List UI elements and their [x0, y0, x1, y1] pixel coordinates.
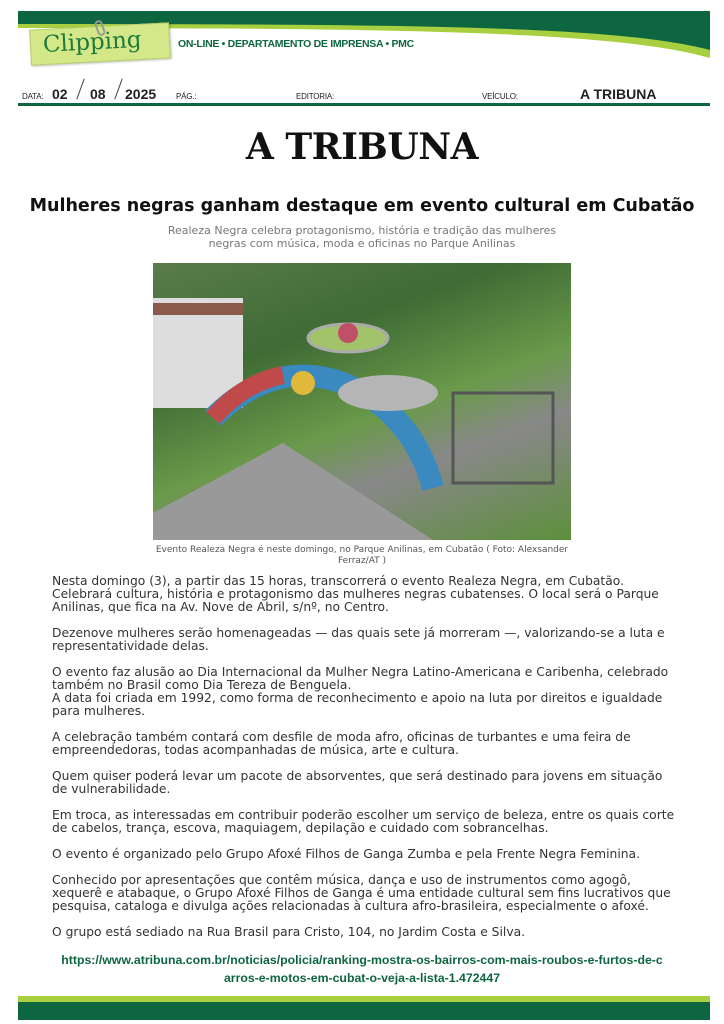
paragraph: A celebração também contará com desfile de moda afro, oficinas de turbantes e uma feira de empreendedoras, todas acompanhadas de música, arte e cultura. — [52, 730, 631, 757]
department-label: ON-LINE • DEPARTAMENTO DE IMPRENSA • PMC — [178, 38, 414, 50]
paragraph: Dezenove mulheres serão homenageadas — das quais sete já morreram —, valorizando-se a luta e representatividade delas. — [52, 626, 665, 653]
date-year: 2025 — [125, 86, 157, 102]
clipping-logo: Clipping — [29, 22, 171, 65]
article-body — [52, 575, 678, 952]
photo-caption: Evento Realeza Negra é neste domingo, no Parque Anilinas, em Cubatão ( Foto: Alexsander Ferraz/AT ) — [155, 545, 569, 566]
paragraph: O grupo está sediado na Rua Brasil para Cristo, 104, no Jardim Costa e Silva. — [52, 925, 526, 939]
footer-bar-dark — [18, 1002, 710, 1020]
paragraph: O evento é organizado pelo Grupo Afoxé Filhos de Ganga Zumba e pela Frente Negra Feminina. — [52, 847, 640, 861]
divider — [76, 78, 84, 99]
page-label: PÁG.: — [176, 92, 197, 101]
date-month: 08 — [90, 86, 106, 102]
paragraph: A data foi criada em 1992, como forma de reconhecimento e apoio na luta por direitos e igualdade para mulheres. — [52, 691, 663, 718]
source-link[interactable]: https://www.atribuna.com.br/noticias/policia/ranking-mostra-os-bairros-com-mais-roubos-e-furtos-de-carros-e-motos-em-cubat-o-veja-a-lista-1.472447 — [61, 953, 663, 985]
paragraph: Quem quiser poderá levar um pacote de absorventes, que será destinado para jovens em situação de vulnerabilidade. — [52, 769, 663, 796]
divider — [114, 78, 122, 99]
veiculo-label: VEÍCULO: — [482, 92, 518, 101]
paragraph: Nesta domingo (3), a partir das 15 horas, transcorrerá o evento Realeza Negra, em Cubatão. Celebrará cultura, história e protagonismo das mulheres negras cubatenses. O local será o Parque Anilinas, que fica na Av. Nove de Abril, s/nº, no Centro. — [52, 574, 659, 614]
paragraph: Conhecido por apresentações que contêm música, dança e uso de instrumentos como agogô, xequerê e atabaque, o Grupo Afoxé Filhos de Ganga é uma entidade cultural sem fins lucrativos que pesquisa, cataloga e divulga ações relacionadas à cultura afro-brasileira, especialmente o afoxé. — [52, 873, 671, 913]
date-label: DATA: — [22, 92, 44, 101]
date-day: 02 — [52, 86, 68, 102]
header-divider — [18, 103, 710, 106]
veiculo-value: A TRIBUNA — [580, 86, 657, 102]
article-photo — [153, 263, 571, 540]
newspaper-masthead: A TRIBUNA — [245, 126, 479, 168]
park-aerial-image — [153, 263, 571, 540]
article-headline: Mulheres negras ganham destaque em evento cultural em Cubatão — [29, 196, 695, 216]
article-subtitle: Realeza Negra celebra protagonismo, história e tradição das mulheres negras com música, moda e oficinas no Parque Anilinas — [167, 224, 557, 250]
paragraph: O evento faz alusão ao Dia Internacional da Mulher Negra Latino-Americana e Caribenha, celebrado também no Brasil como Dia Tereza de Benguela. — [52, 665, 669, 692]
editoria-label: EDITORIA: — [296, 92, 335, 101]
paragraph: Em troca, as interessadas em contribuir poderão escolher um serviço de beleza, entre os quais corte de cabelos, trança, escova, maquiagem, depilação e cuidado com sobrancelhas. — [52, 808, 675, 835]
